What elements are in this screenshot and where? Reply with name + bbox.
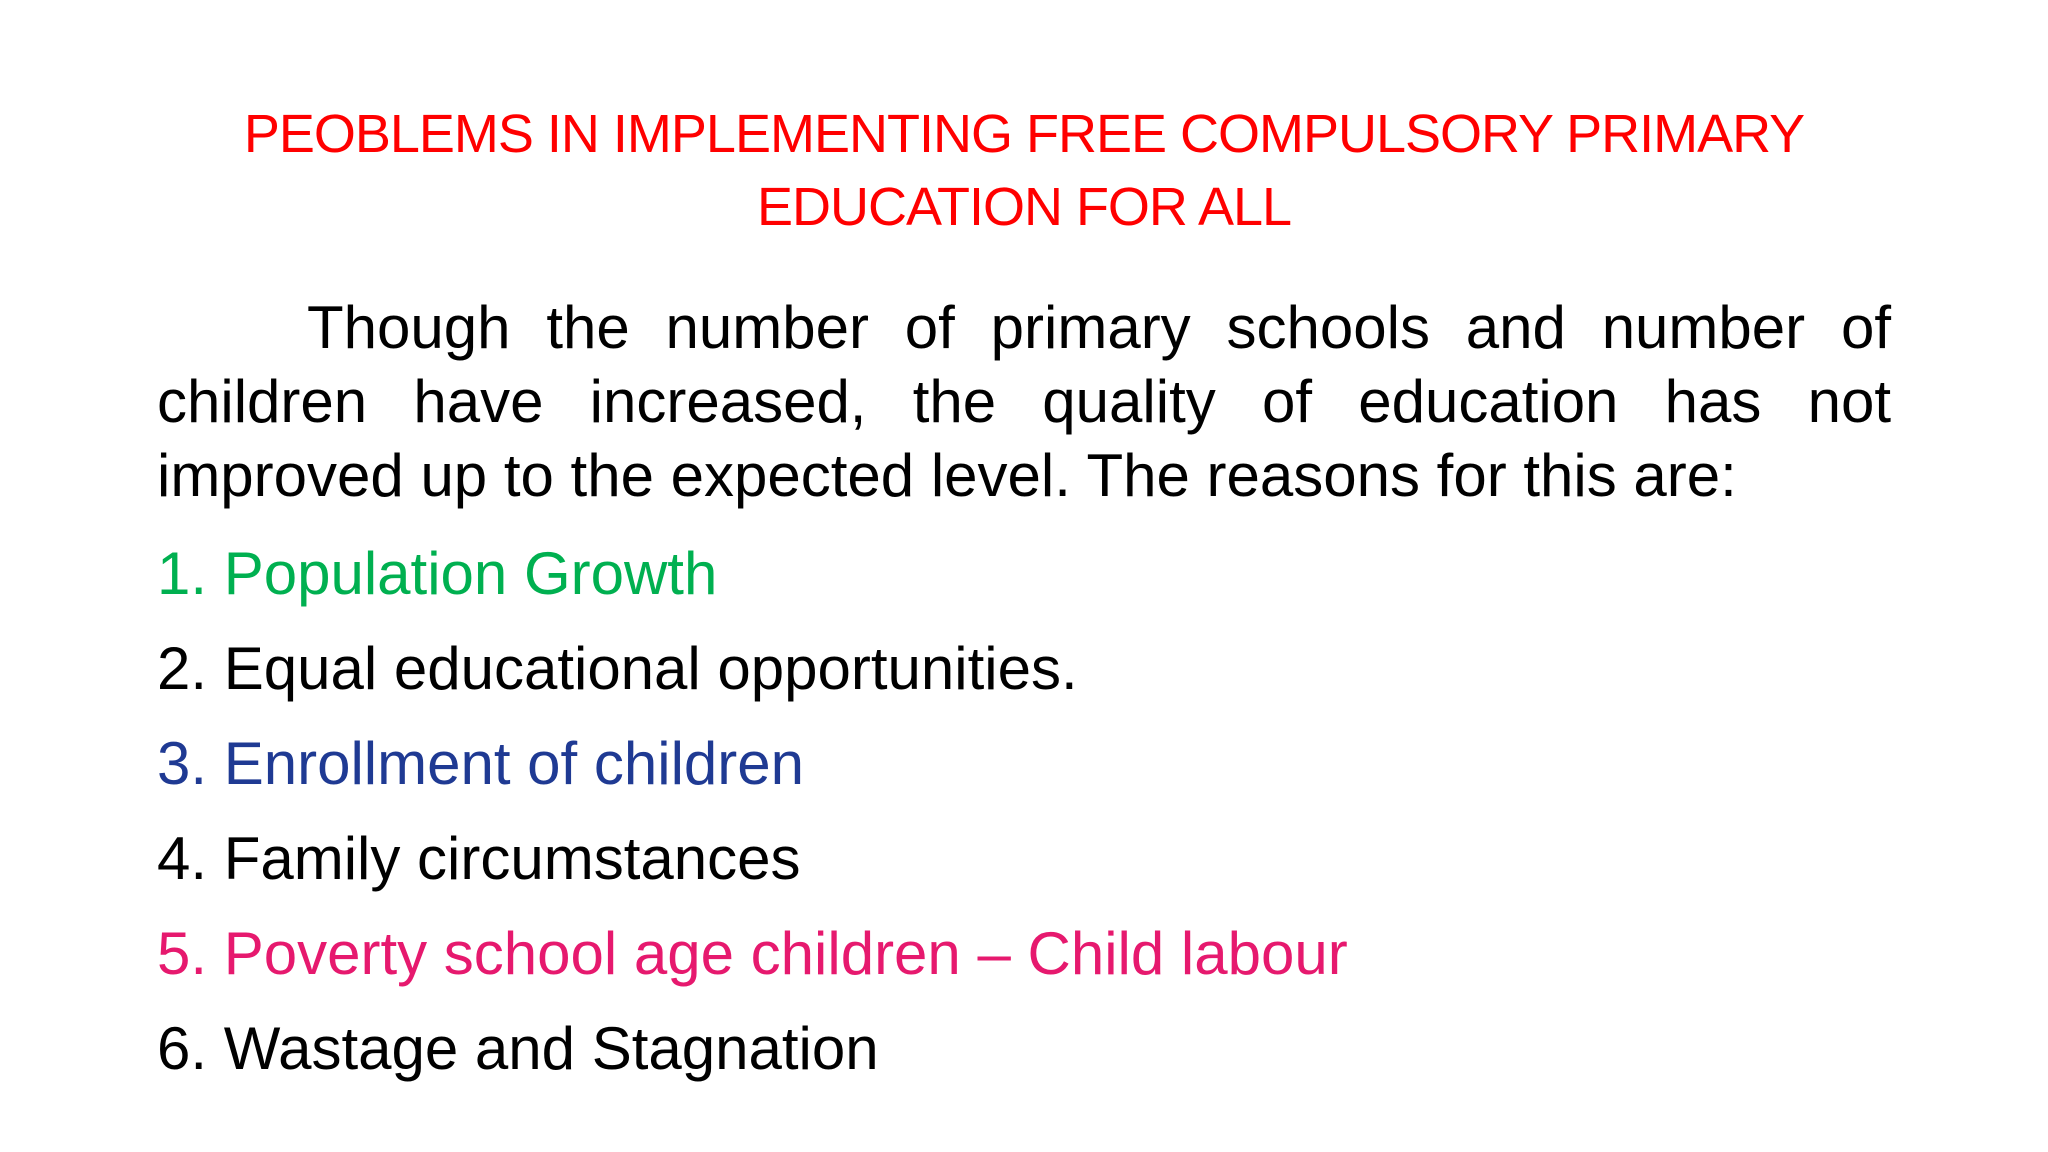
title-line-1: PEOBLEMS IN IMPLEMENTING FREE COMPULSORY PRIMARY [243, 104, 1805, 164]
reason-item-enrollment: 3. Enrollment of children [157, 730, 804, 797]
slide-title [157, 98, 1891, 244]
reason-item-equal-opportunities: 2. Equal educational opportunities. [157, 635, 1078, 702]
reasons-list [157, 526, 1891, 1096]
reason-item-poverty-child-labour: 5. Poverty school age children – Child labour [157, 920, 1348, 987]
reason-item-population-growth: 1. Population Growth [157, 540, 718, 607]
title-line-2: EDUCATION FOR ALL [756, 177, 1292, 237]
reason-item-family-circumstances: 4. Family circumstances [157, 825, 801, 892]
reason-item-wastage-stagnation: 6. Wastage and Stagnation [157, 1015, 879, 1082]
intro-paragraph: Though the number of primary schools and number of children have increased, the quality of education has not improved up to the expected level. The reasons for this are: [157, 294, 1891, 509]
